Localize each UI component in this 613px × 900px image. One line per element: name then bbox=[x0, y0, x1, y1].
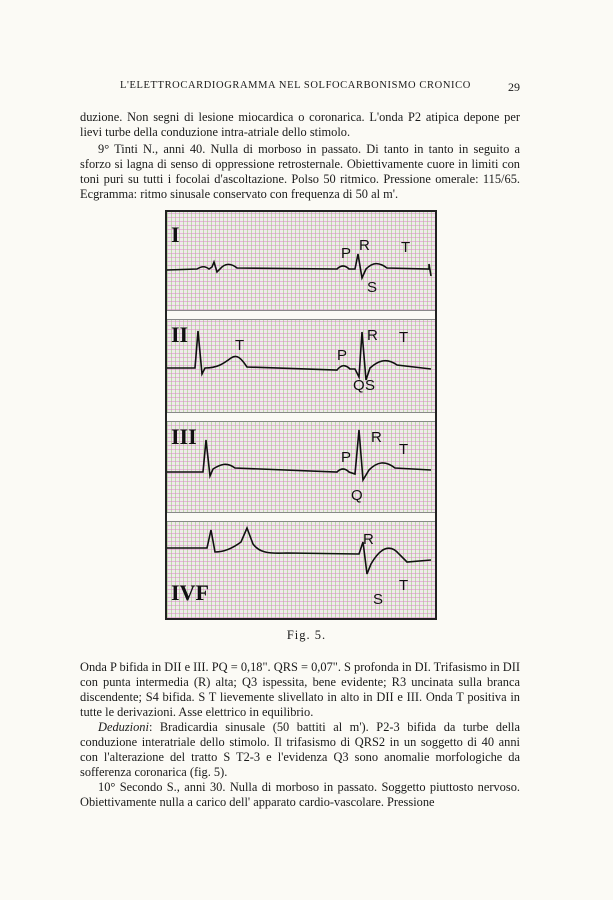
paragraph-case-10: 10° Secondo S., anni 30. Nulla di morboso in passato. Soggetto piuttosto nervoso. Obiettivamente nulla a carico dell' apparato cardio-vascolare. Pressione bbox=[80, 780, 520, 809]
wave-label-r: R bbox=[371, 429, 382, 446]
wave-label-s: S bbox=[365, 377, 376, 394]
wave-label-r: R bbox=[363, 531, 374, 548]
deductions-label: Deduzioni bbox=[98, 720, 149, 734]
wave-label-t: T bbox=[399, 577, 409, 594]
page-number: 29 bbox=[508, 80, 520, 94]
paragraph-case-9: 9° Tinti N., anni 40. Nulla di morboso in passato. Di tanto in tanto in seguito a sforzo si lagna di senso di oppressione retrosternale. Obiettivamente cuore in limiti con toni puri su tutti i focolai d'ascoltazione. Polso 50 ritmico. Pressione omerale: 115/65. Ecgramma: ritmo sinusale conservato con frequenza di 50 al m'. bbox=[80, 142, 520, 201]
paragraph-findings: Onda P bifida in DII e III. PQ = 0,18". QRS = 0,07". S profonda in DI. Trifasismo in DII con punta intermedia (R) alta; Q3 ispessita, bene evidente; R3 uncinata sulla branca discendente; S4 bifida. S T lievemente slivellato in alto in DII e III. Onda T positiva in tutte le derivazioni. Asse elettrico in equilibrio. bbox=[80, 660, 520, 719]
wave-label-q: Q bbox=[353, 377, 365, 394]
wave-label-p: P bbox=[341, 245, 352, 262]
paragraph-continuation: duzione. Non segni di lesione miocardica o coronarica. L'onda P2 atipica depone per lievi turbe della conduzione intra-atriale dello stimolo. bbox=[80, 110, 520, 139]
ecg-trace-lead-3 bbox=[167, 430, 431, 480]
wave-label-p: P bbox=[337, 347, 348, 364]
ecg-trace-lead-4 bbox=[167, 528, 431, 574]
ecg-trace-lead-1 bbox=[167, 254, 431, 278]
wave-label-p: P bbox=[341, 449, 352, 466]
running-title: L'ELETTROCARDIOGRAMMA NEL SOLFOCARBONISMO CRONICO bbox=[120, 80, 471, 91]
figure-caption: Fig. 5. bbox=[286, 628, 327, 642]
wave-label-r: R bbox=[359, 237, 370, 254]
lead-label-4: IVF bbox=[171, 580, 209, 605]
wave-label-t: T bbox=[401, 239, 411, 256]
ecg-traces bbox=[167, 212, 435, 618]
ecg-trace-lead-2 bbox=[167, 331, 431, 380]
lead-label-1: I bbox=[171, 222, 180, 247]
wave-label-s: S bbox=[373, 591, 384, 608]
ecg-figure bbox=[165, 210, 437, 620]
wave-label-t: T bbox=[235, 337, 245, 354]
lead-label-3: III bbox=[171, 424, 197, 449]
wave-label-t: T bbox=[399, 441, 409, 458]
wave-label-r: R bbox=[367, 327, 378, 344]
paragraph-deductions bbox=[80, 720, 520, 780]
deductions-text: : Bradicardia sinusale (50 battiti al m'). P2-3 bifida da turbe della conduzione interatriale dello stimolo. Il trifasismo di QRS2 in un soggetto di 40 anni con l'alterazione del tratto S T2-3 e l'evidenza Q3 sono anomalie morfologiche da sofferenza coronarica (fig. 5). bbox=[80, 720, 520, 779]
wave-label-t: T bbox=[399, 329, 409, 346]
wave-label-q: Q bbox=[351, 487, 363, 504]
lead-label-2: II bbox=[171, 322, 189, 347]
wave-label-s: S bbox=[367, 279, 378, 296]
